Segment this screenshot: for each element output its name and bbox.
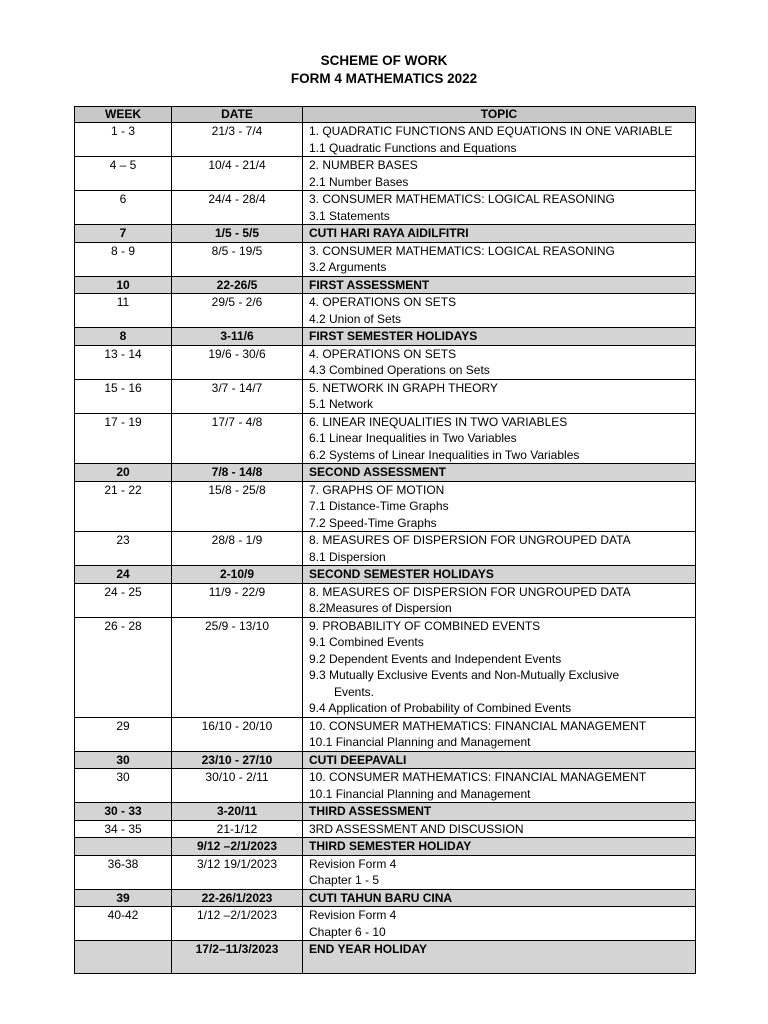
date-cell: 22-26/1/2023 — [172, 889, 303, 907]
topic-cell — [303, 481, 696, 532]
topic-line: 5. NETWORK IN GRAPH THEORY — [309, 380, 498, 395]
week-cell: 8 — [75, 328, 172, 346]
header-week: WEEK — [75, 107, 172, 123]
table-row — [75, 751, 696, 769]
topic-cell — [303, 717, 696, 751]
topic-cell — [303, 907, 696, 941]
date-cell: 1/12 –2/1/2023 — [172, 907, 303, 941]
topic-cell — [303, 941, 696, 974]
topic-cell — [303, 566, 696, 584]
topic-line: 7.2 Speed-Time Graphs — [309, 515, 437, 530]
topic-cell — [303, 769, 696, 803]
week-cell: 10 — [75, 276, 172, 294]
topic-cell — [303, 617, 696, 717]
date-cell: 3/7 - 14/7 — [172, 379, 303, 413]
topic-line: 9.1 Combined Events — [309, 635, 424, 649]
table-row — [75, 838, 696, 856]
date-cell: 21-1/12 — [172, 820, 303, 838]
topic-line: 5.1 Network — [309, 397, 374, 411]
table-row — [75, 803, 696, 821]
topic-cell — [303, 157, 696, 191]
date-cell: 11/9 - 22/9 — [172, 583, 303, 617]
topic-line: THIRD ASSESSMENT — [309, 804, 432, 818]
topic-line: Revision Form 4 — [309, 908, 397, 922]
table-body — [75, 123, 696, 974]
table-row — [75, 820, 696, 838]
topic-line: 4. OPERATIONS ON SETS — [309, 295, 457, 309]
table-row — [75, 532, 696, 566]
topic-cell — [303, 464, 696, 482]
date-cell: 3-11/6 — [172, 328, 303, 346]
topic-cell — [303, 889, 696, 907]
topic-line: 2. NUMBER BASES — [309, 158, 418, 172]
topic-cell — [303, 294, 696, 328]
week-cell: 30 — [75, 751, 172, 769]
topic-line: 10.1 Financial Planning and Management — [309, 735, 531, 749]
date-cell: 3/12 19/1/2023 — [172, 855, 303, 889]
date-cell: 8/5 - 19/5 — [172, 242, 303, 276]
week-cell: 13 - 14 — [75, 345, 172, 379]
table-row — [75, 294, 696, 328]
week-cell — [75, 941, 172, 974]
title-line-1: SCHEME OF WORK — [320, 53, 448, 68]
date-cell: 3-20/11 — [172, 803, 303, 821]
topic-cell — [303, 242, 696, 276]
topic-line: 9.4 Application of Probability of Combined Events — [309, 701, 572, 715]
topic-line: 4.2 Union of Sets — [309, 311, 402, 326]
week-cell: 8 - 9 — [75, 242, 172, 276]
table-row — [75, 907, 696, 941]
table-row — [75, 583, 696, 617]
table-row — [75, 157, 696, 191]
topic-line: 6.1 Linear Inequalities in Two Variables — [309, 431, 517, 445]
topic-line: Events. — [334, 684, 375, 699]
table-row — [75, 566, 696, 584]
week-cell: 4 – 5 — [75, 157, 172, 191]
date-cell: 29/5 - 2/6 — [172, 294, 303, 328]
topic-cell — [303, 379, 696, 413]
week-cell: 1 - 3 — [75, 123, 172, 157]
title-line-2: FORM 4 MATHEMATICS 2022 — [290, 71, 478, 86]
topic-line: 8.2Measures of Dispersion — [309, 601, 452, 615]
topic-cell — [303, 413, 696, 464]
topic-cell — [303, 803, 696, 821]
date-cell: 22-26/5 — [172, 276, 303, 294]
topic-line: 6. LINEAR INEQUALITIES IN TWO VARIABLES — [309, 414, 568, 429]
date-cell: 16/10 - 20/10 — [172, 717, 303, 751]
table-row — [75, 717, 696, 751]
topic-line: 9. PROBABILITY OF COMBINED EVENTS — [309, 618, 541, 633]
table-row — [75, 481, 696, 532]
topic-line: SECOND SEMESTER HOLIDAYS — [309, 567, 494, 581]
topic-line: 7. GRAPHS OF MOTION — [309, 482, 445, 497]
table-row — [75, 941, 696, 974]
week-cell: 15 - 16 — [75, 379, 172, 413]
week-cell — [75, 838, 172, 856]
topic-cell — [303, 532, 696, 566]
topic-cell — [303, 191, 696, 225]
date-cell: 15/8 - 25/8 — [172, 481, 303, 532]
topic-cell — [303, 838, 696, 856]
table-row — [75, 617, 696, 717]
topic-line: Chapter 6 - 10 — [309, 924, 386, 939]
topic-line: 8.1 Dispersion — [309, 549, 386, 564]
topic-cell — [303, 583, 696, 617]
table-row — [75, 413, 696, 464]
topic-line: 1. QUADRATIC FUNCTIONS AND EQUATIONS IN ONE VARIABLE — [309, 124, 673, 138]
date-cell: 30/10 - 2/11 — [172, 769, 303, 803]
table-row — [75, 225, 696, 243]
topic-cell — [303, 276, 696, 294]
topic-line: 8. MEASURES OF DISPERSION FOR UNGROUPED DATA — [309, 584, 631, 599]
topic-line: 10. CONSUMER MATHEMATICS: FINANCIAL MANAGEMENT — [309, 770, 647, 784]
topic-line: CUTI TAHUN BARU CINA — [309, 890, 453, 905]
topic-line: 7.1 Distance-Time Graphs — [309, 499, 449, 513]
topic-line: CUTI HARI RAYA AIDILFITRI — [309, 226, 469, 240]
week-cell: 36-38 — [75, 855, 172, 889]
topic-line: 9.2 Dependent Events and Independent Events — [309, 651, 562, 666]
topic-line: 4.3 Combined Operations on Sets — [309, 363, 490, 377]
document-title — [0, 52, 768, 88]
topic-line: 2.1 Number Bases — [309, 174, 409, 189]
week-cell: 24 — [75, 566, 172, 584]
table-row — [75, 123, 696, 157]
topic-cell — [303, 225, 696, 243]
topic-cell — [303, 855, 696, 889]
week-cell: 34 - 35 — [75, 820, 172, 838]
topic-line: 10.1 Financial Planning and Management — [309, 786, 531, 801]
week-cell: 7 — [75, 225, 172, 243]
week-cell: 30 — [75, 769, 172, 803]
table-row — [75, 855, 696, 889]
topic-cell — [303, 123, 696, 157]
week-cell: 30 - 33 — [75, 803, 172, 821]
date-cell: 23/10 - 27/10 — [172, 751, 303, 769]
header-date: DATE — [172, 107, 303, 123]
topic-cell — [303, 751, 696, 769]
topic-line: 3. CONSUMER MATHEMATICS: LOGICAL REASONING — [309, 243, 615, 258]
table-header — [75, 107, 696, 123]
table-row — [75, 276, 696, 294]
date-cell: 2-10/9 — [172, 566, 303, 584]
topic-line: 6.2 Systems of Linear Inequalities in Two Variables — [309, 447, 580, 462]
date-cell: 10/4 - 21/4 — [172, 157, 303, 191]
date-cell: 7/8 - 14/8 — [172, 464, 303, 482]
topic-line: 3.2 Arguments — [309, 260, 387, 274]
table-row — [75, 464, 696, 482]
week-cell: 6 — [75, 191, 172, 225]
week-cell: 24 - 25 — [75, 583, 172, 617]
table-row — [75, 345, 696, 379]
topic-line: SECOND ASSESSMENT — [309, 465, 446, 479]
header-row — [75, 107, 696, 123]
topic-line: FIRST ASSESSMENT — [309, 277, 430, 292]
table-row — [75, 889, 696, 907]
week-cell: 40-42 — [75, 907, 172, 941]
scheme-of-work-table — [74, 106, 696, 974]
table-row — [75, 191, 696, 225]
week-cell: 39 — [75, 889, 172, 907]
header-topic: TOPIC — [303, 107, 696, 123]
week-cell: 23 — [75, 532, 172, 566]
date-cell: 9/12 –2/1/2023 — [172, 838, 303, 856]
topic-line: 3. CONSUMER MATHEMATICS: LOGICAL REASONING — [309, 192, 615, 206]
date-cell: 28/8 - 1/9 — [172, 532, 303, 566]
table-row — [75, 328, 696, 346]
table-row — [75, 769, 696, 803]
week-cell: 20 — [75, 464, 172, 482]
topic-line: 3.1 Statements — [309, 208, 390, 223]
topic-line: THIRD SEMESTER HOLIDAY — [309, 839, 472, 853]
topic-line: 9.3 Mutually Exclusive Events and Non-Mutually Exclusive — [309, 668, 620, 682]
week-cell: 21 - 22 — [75, 481, 172, 532]
date-cell: 1/5 - 5/5 — [172, 225, 303, 243]
week-cell: 26 - 28 — [75, 617, 172, 717]
date-cell: 21/3 - 7/4 — [172, 123, 303, 157]
week-cell: 29 — [75, 717, 172, 751]
topic-line: Revision Form 4 — [309, 856, 397, 871]
table-row — [75, 242, 696, 276]
topic-line: 10. CONSUMER MATHEMATICS: FINANCIAL MANAGEMENT — [309, 718, 647, 733]
table-row — [75, 379, 696, 413]
week-cell: 11 — [75, 294, 172, 328]
topic-line: CUTI DEEPAVALI — [309, 752, 407, 767]
topic-line: 8. MEASURES OF DISPERSION FOR UNGROUPED DATA — [309, 533, 631, 547]
topic-line: 4. OPERATIONS ON SETS — [309, 346, 457, 361]
topic-line: FIRST SEMESTER HOLIDAYS — [309, 329, 478, 343]
date-cell: 25/9 - 13/10 — [172, 617, 303, 717]
topic-line: Chapter 1 - 5 — [309, 873, 380, 887]
topic-line: 3RD ASSESSMENT AND DISCUSSION — [309, 821, 524, 836]
date-cell: 19/6 - 30/6 — [172, 345, 303, 379]
week-cell: 17 - 19 — [75, 413, 172, 464]
topic-cell — [303, 328, 696, 346]
topic-line: END YEAR HOLIDAY — [309, 942, 428, 956]
topic-line: 1.1 Quadratic Functions and Equations — [309, 140, 517, 155]
date-cell: 17/7 - 4/8 — [172, 413, 303, 464]
topic-cell — [303, 345, 696, 379]
date-cell: 17/2–11/3/2023 — [172, 941, 303, 974]
topic-cell — [303, 820, 696, 838]
date-cell: 24/4 - 28/4 — [172, 191, 303, 225]
